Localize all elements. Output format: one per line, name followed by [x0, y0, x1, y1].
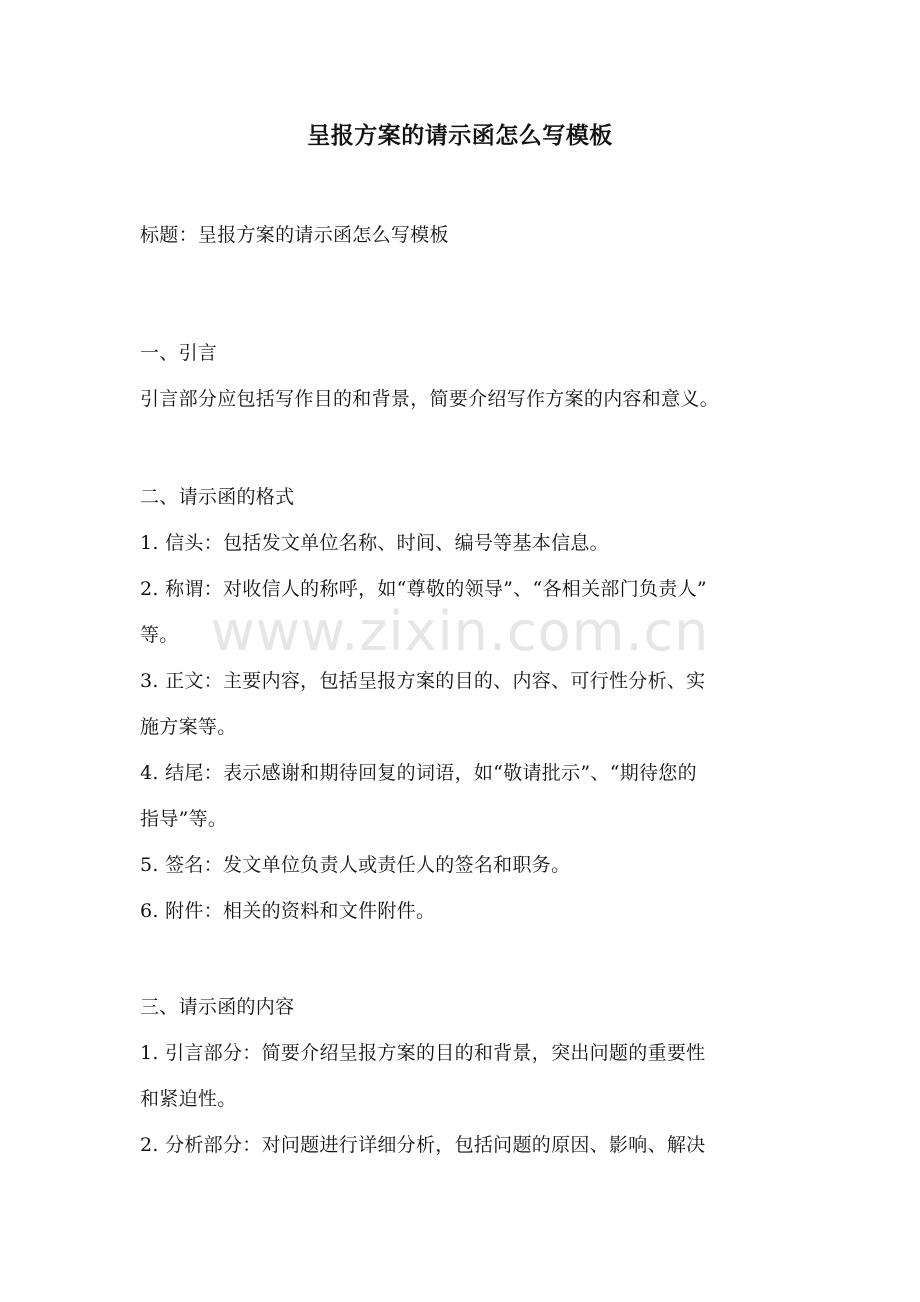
spacer — [140, 258, 785, 304]
list-item-continuation: 指导”等。 — [140, 808, 228, 830]
document-title: 呈报方案的请示函怎么写模板 — [307, 122, 613, 149]
section-heading-format: 二、请示函的格式 — [140, 486, 295, 508]
spacer — [140, 934, 785, 980]
section-paragraph-intro: 引言部分应包括写作目的和背景，简要介绍写作方案的内容和意义。 — [140, 388, 720, 410]
document-body — [140, 212, 785, 1168]
list-item: 2. 分析部分：对问题进行详细分析，包括问题的原因、影响、解决 — [140, 1134, 706, 1156]
spacer — [140, 422, 785, 468]
list-item-continuation: 施方案等。 — [140, 716, 237, 738]
list-item-continuation: 和紧迫性。 — [140, 1088, 237, 1110]
list-item: 1. 信头：包括发文单位名称、时间、编号等基本信息。 — [140, 532, 609, 554]
section-heading-content: 三、请示函的内容 — [140, 996, 295, 1018]
list-item-continuation: 等。 — [140, 624, 179, 646]
list-item: 3. 正文：主要内容，包括呈报方案的目的、内容、可行性分析、实 — [140, 670, 706, 692]
list-item: 1. 引言部分：简要介绍呈报方案的目的和背景，突出问题的重要性 — [140, 1042, 706, 1064]
subject-line: 标题：呈报方案的请示函怎么写模板 — [140, 224, 449, 246]
list-item: 4. 结尾：表示感谢和期待回复的词语，如“敬请批示”、“期待您的 — [140, 762, 697, 784]
list-item: 5. 签名：发文单位负责人或责任人的签名和职务。 — [140, 854, 571, 876]
watermark: www.zixin.com.cn — [210, 600, 710, 663]
list-item: 2. 称谓：对收信人的称呼，如“尊敬的领导”、“各相关部门负责人” — [140, 578, 707, 600]
list-item: 6. 附件：相关的资料和文件附件。 — [140, 900, 436, 922]
section-heading-intro: 一、引言 — [140, 342, 218, 364]
